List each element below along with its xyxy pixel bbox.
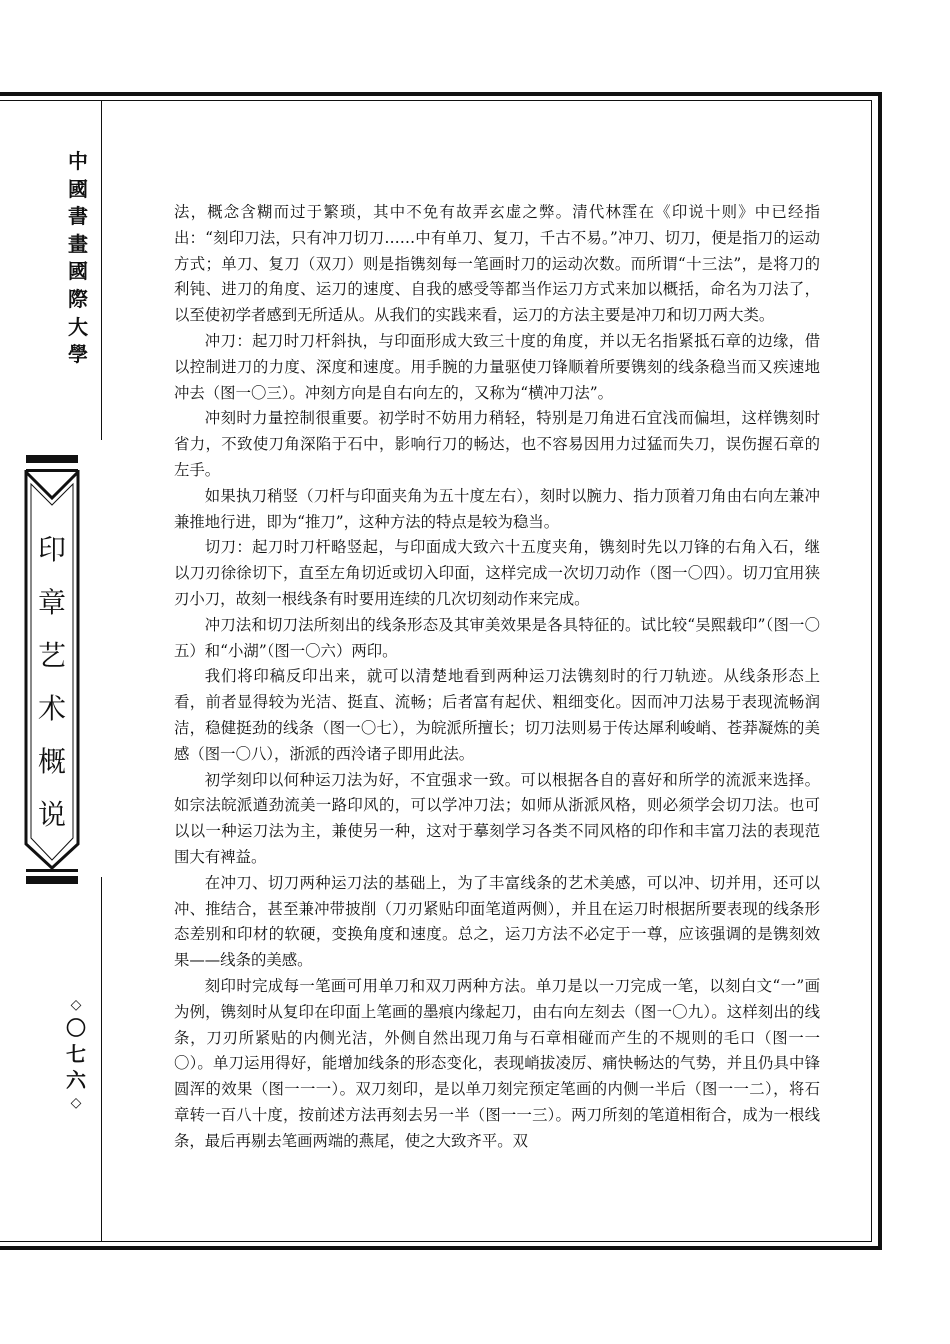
book-title [32,523,72,841]
university-char: 國 [68,259,88,284]
diamond-icon: ◇ [70,1095,82,1111]
page-number-char: 七 [66,1042,86,1066]
book-title-char: 概 [37,745,66,778]
paragraph: 冲刻时力量控制很重要。初学时不妨用力稍轻，特别是刀角进石宜浅而偏坦，这样镌刻时省力，不致使刀角深陷于石中，影响行刀的畅达，也不容易因用力过猛而失刀，误伤握石章的左手。 [174,409,820,479]
university-char: 學 [68,342,88,367]
page-number-char: 六 [66,1068,86,1092]
university-char: 書 [68,204,88,229]
paragraph: 刻印时完成每一笔画可用单刀和双刀两种方法。单刀是以一刀完成一笔，以刻白文“一”画为例，镌刻时从复印在印面上笔画的墨痕内缘起刀，由右向左刻去（图一〇九）。这样刻出的线条，刀刃所紧贴的内侧光洁，外侧自然出现刀角与石章相碰而产生的不规则的毛口（图一一〇）。单刀运用得好，能增加线条的形态变化，表现峭拔凌厉、痛快畅达的气势，并且仍具中锋圆浑的效果（图一一一）。双刀刻印，是以单刀刻完预定笔画的内侧一半后（图一一二），将石章转一百八十度，按前述方法再刻去另一半（图一一三）。两刀所刻的笔道相衔合，成为一根线条，最后再剔去笔画两端的燕尾，使之大致齐平。双 [174,976,820,1150]
book-title-char: 印 [37,533,66,566]
page-number-char: 〇 [66,1016,86,1040]
ornament-bar [26,869,78,872]
paragraph: 在冲刀、切刀两种运刀法的基础上，为了丰富线条的艺术美感，可以冲、切并用，还可以冲、推结合，甚至兼冲带披削（刀刃紧贴印面笔道两侧），并且在运刀时根据所要表现的线条形态差别和印材的软硬，变换角度和速度。总之，运刀方法不必定于一尊，应该强调的是镌刻效果——线条的美感。 [174,873,820,970]
ornament-bar [26,455,78,463]
book-title-char: 术 [37,692,66,725]
body-text [174,200,820,1154]
page-number [62,995,90,1113]
book-title-char: 章 [37,586,66,619]
spine-rule-top [101,100,102,440]
paragraph: 我们将印稿反印出来，就可以清楚地看到两种运刀法镌刻时的行刀轨迹。从线条形态上看，前者显得较为光洁、挺直、流畅；后者富有起伏、粗细变化。因而冲刀法易于表现流畅润洁，稳健挺劲的线条（图一〇七），为皖派所擅长；切刀法则易于传达犀利峻峭、苍莽凝炼的美感（图一〇八），浙派的西泠诸子即用此法。 [174,667,820,763]
university-char: 中 [68,149,88,173]
paragraph: 如果执刀稍竖（刀杆与印面夹角为五十度左右），刻时以腕力、指力顶着刀角由右向左兼冲兼推地行进，即为“推刀”，这种方法的特点是较为稳当。 [174,486,820,531]
university-char: 際 [68,286,88,311]
paragraph: 法，概念含糊而过于繁琐，其中不免有故弄玄虚之弊。清代林霔在《印说十则》中已经指出：“刻印刀法，只有冲刀切刀……中有单刀、复刀，千古不易。”冲刀、切刀，便是指刀的运动方式；单刀、复刀（双刀）则是指镌刻每一笔画时刀的运动次数。而所谓“十三法”，是将刀的利钝、进刀的角度、运刀的速度、自我的感受等都当作运刀方式来加以概括，命名为刀法了，以至使初学者感到无所适从。从我们的实践来看，运刀的方法主要是冲刀和切刀两大类。 [174,203,820,325]
book-title-char: 说 [37,798,66,831]
spine-rule-bottom [101,877,102,1242]
diamond-icon: ◇ [70,997,82,1013]
paragraph: 切刀：起刀时刀杆略竖起，与印面成大致六十五度夹角，镌刻时先以刀锋的右角入石，继以刀刃徐徐切下，直至左角切近或切入印面，这样完成一次切刀动作（图一〇四）。切刀宜用狭刃小刀，故刻一根线条有时要用连续的几次切刻动作来完成。 [174,538,820,608]
university-name [66,148,90,369]
book-title-char: 艺 [37,639,66,672]
paragraph: 冲刀：起刀时刀杆斜执，与印面形成大致三十度的角度，并以无名指紧抵石章的边缘，借以控制进刀的力度、深度和速度。用手腕的力量驱使刀锋顺着所要镌刻的线条稳当而又疾速地冲去（图一〇三）。冲刻方向是自右向左的，又称为“横冲刀法”。 [174,331,820,402]
university-char: 大 [68,314,88,339]
paragraph: 初学刻印以何种运刀法为好，不宜强求一致。可以根据各自的喜好和所学的流派来选择。如宗法皖派遒劲流美一路印风的，可以学冲刀法；如师从浙派风格，则必须学会切刀法。也可以以一种运刀法为主，兼使另一种，这对于摹刻学习各类不同风格的印作和丰富刀法的表现范围大有裨益。 [174,770,820,866]
university-char: 畫 [68,231,88,256]
university-char: 國 [68,176,88,201]
paragraph: 冲刀法和切刀法所刻出的线条形态及其审美效果是各具特征的。试比较“吴熙载印”（图一〇五）和“小湖”（图一〇六）两印。 [174,615,820,660]
ornament-bar [26,876,78,884]
